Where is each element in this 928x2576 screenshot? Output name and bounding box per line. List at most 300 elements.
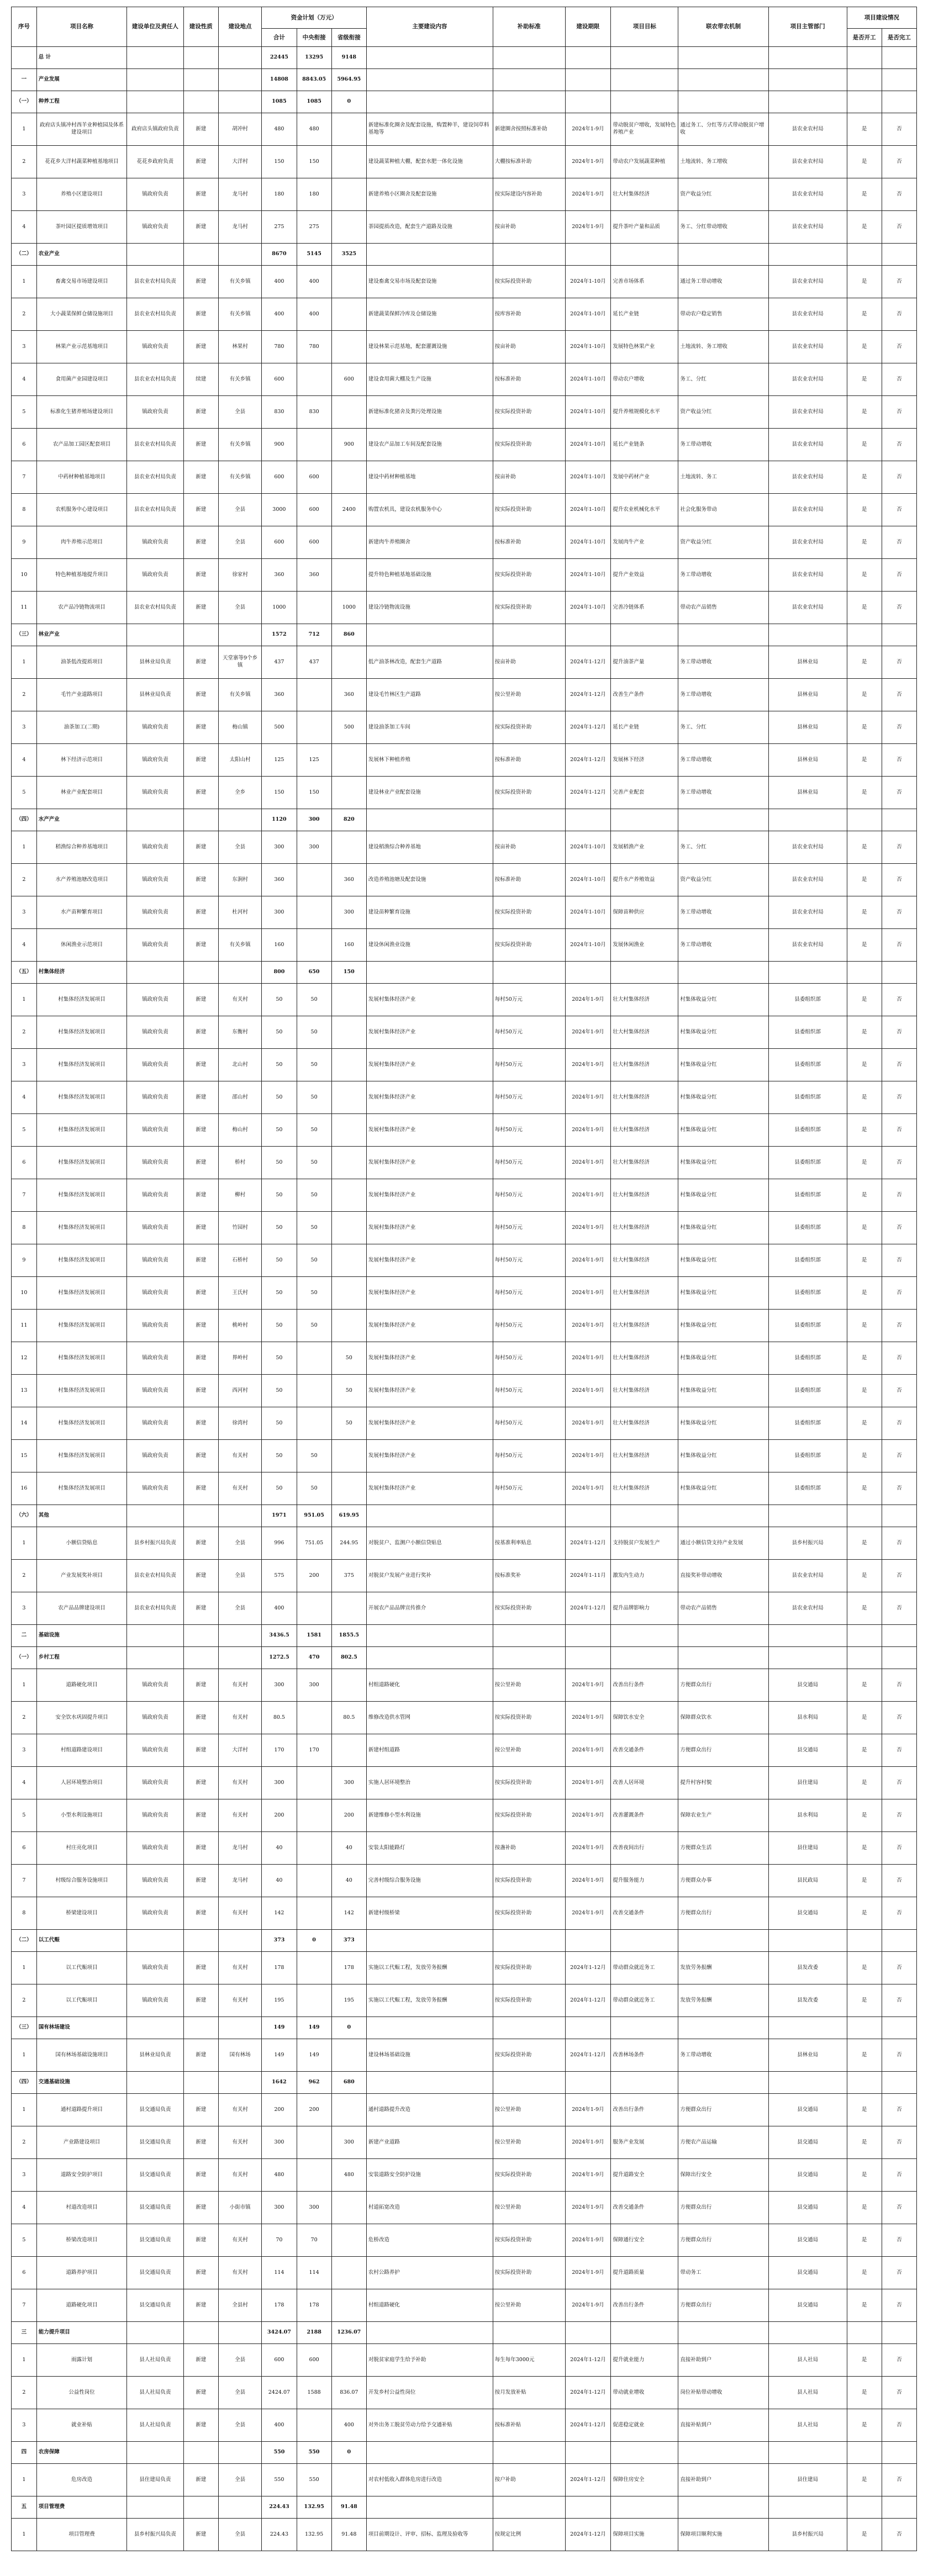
cell-seq: 1: [12, 2094, 37, 2126]
cell-total: 1971: [262, 1505, 297, 1527]
cell-nature: 新建: [183, 1734, 218, 1767]
cell-period: 2024年1-9月: [565, 1049, 611, 1081]
cell-nature: 新建: [183, 429, 218, 461]
cell-nature: 新建: [183, 2126, 218, 2159]
cell-not-started: 是: [847, 2519, 882, 2551]
col-standard: 补助标准: [493, 7, 565, 47]
cell-province: 40: [331, 1865, 366, 1897]
cell-unit: 县交通局负责: [127, 2257, 183, 2289]
cell-nature: 新建: [183, 559, 218, 592]
cell-province: 619.95: [331, 1505, 366, 1527]
cell-completed: 否: [882, 1179, 916, 1212]
cell-dept: [768, 2496, 847, 2519]
cell-name: 种养工程: [36, 91, 126, 113]
cell-period: 2024年1-9月: [565, 2257, 611, 2289]
cell-content: [366, 47, 493, 69]
cell-nature: 新建: [183, 1375, 218, 1407]
cell-not-started: 是: [847, 331, 882, 363]
cell-central: 830: [297, 396, 331, 429]
cell-seq: 1: [12, 2344, 37, 2377]
cell-location: 有关村: [218, 1702, 261, 1734]
cell-mechanism: [678, 624, 768, 646]
col-dept: 项目主管部门: [768, 7, 847, 47]
cell-dept: 县民政局: [768, 1865, 847, 1897]
cell-province: 375: [331, 1560, 366, 1592]
cell-content: 建设食用菌大棚及生产设施: [366, 363, 493, 396]
cell-total: 50: [262, 1049, 297, 1081]
cell-mechanism: [678, 2442, 768, 2464]
cell-central: 200: [297, 2094, 331, 2126]
cell-standard: 按月发放补贴: [493, 2377, 565, 2409]
cell-mechanism: 方便群众出行: [678, 2192, 768, 2224]
cell-content: 村组道路硬化: [366, 2289, 493, 2322]
cell-goal: [611, 244, 678, 266]
section-row: [12, 1625, 917, 1647]
cell-province: 50: [331, 1342, 366, 1375]
cell-unit: [127, 1647, 183, 1669]
table-row: [12, 777, 917, 809]
table-row: [12, 146, 917, 178]
cell-name: 标准化生猪养殖场建设项目: [36, 396, 126, 429]
cell-standard: [493, 69, 565, 91]
cell-period: 2024年1-9月: [565, 1440, 611, 1472]
table-row: [12, 864, 917, 896]
cell-name: 能力提升项目: [36, 2322, 126, 2344]
cell-province: [331, 1592, 366, 1625]
cell-goal: 壮大村集体经济: [611, 1016, 678, 1049]
cell-central: 1588: [297, 2377, 331, 2409]
cell-total: 22445: [262, 47, 297, 69]
cell-unit: 镇政府负责: [127, 1212, 183, 1244]
cell-central: [297, 1799, 331, 1832]
cell-completed: 否: [882, 1897, 916, 1930]
cell-not-started: 是: [847, 711, 882, 744]
cell-goal: 保障住房安全: [611, 2464, 678, 2496]
cell-nature: 新建: [183, 1212, 218, 1244]
cell-unit: 镇政府负责: [127, 1114, 183, 1147]
cell-goal: 激发内生动力: [611, 1560, 678, 1592]
cell-completed: [882, 244, 916, 266]
cell-goal: [611, 1647, 678, 1669]
cell-standard: 按标准补助: [493, 526, 565, 559]
cell-name: 村集体经济发展项目: [36, 1407, 126, 1440]
cell-standard: 按标准补助: [493, 744, 565, 777]
cell-province: 50: [331, 1407, 366, 1440]
cell-standard: [493, 91, 565, 113]
cell-central: 480: [297, 113, 331, 146]
cell-location: 有关村: [218, 2159, 261, 2192]
cell-name: 就业补贴: [36, 2409, 126, 2442]
cell-period: 2024年1-9月: [565, 1897, 611, 1930]
cell-total: 224.43: [262, 2519, 297, 2551]
cell-period: 2024年1-12月: [565, 777, 611, 809]
cell-province: [331, 298, 366, 331]
cell-location: 梅山村: [218, 1114, 261, 1147]
cell-seq: 7: [12, 2289, 37, 2322]
cell-location: [218, 69, 261, 91]
cell-not-started: [847, 624, 882, 646]
cell-name: 茶叶园区提质增效项目: [36, 211, 126, 244]
cell-location: 龙马村: [218, 1865, 261, 1897]
table-body: [12, 47, 917, 2551]
cell-location: 全县: [218, 831, 261, 864]
section-row: [12, 809, 917, 831]
cell-total: 149: [262, 2017, 297, 2039]
cell-completed: [882, 2072, 916, 2094]
cell-unit: 镇政府负责: [127, 1865, 183, 1897]
cell-completed: 否: [882, 1734, 916, 1767]
cell-seq: 1: [12, 831, 37, 864]
cell-period: 2024年1-12月: [565, 2519, 611, 2551]
cell-province: [331, 1244, 366, 1277]
cell-seq: 7: [12, 461, 37, 494]
cell-dept: 县委组织部: [768, 1440, 847, 1472]
cell-province: [331, 2224, 366, 2257]
cell-goal: 延长产业链: [611, 298, 678, 331]
cell-central: 70: [297, 2224, 331, 2257]
cell-goal: [611, 91, 678, 113]
cell-content: [366, 2496, 493, 2519]
cell-not-started: 是: [847, 1984, 882, 2017]
cell-seq: 1: [12, 646, 37, 679]
cell-not-started: [847, 91, 882, 113]
cell-location: 全县: [218, 2519, 261, 2551]
cell-dept: 县委组织部: [768, 1016, 847, 1049]
section-row: [12, 962, 917, 984]
cell-period: 2024年1-9月: [565, 1081, 611, 1114]
cell-name: 村道改造项目: [36, 2192, 126, 2224]
cell-standard: [493, 1647, 565, 1669]
cell-standard: 每村50万元: [493, 1179, 565, 1212]
cell-completed: 否: [882, 711, 916, 744]
cell-standard: 按实际投资补助: [493, 592, 565, 624]
cell-goal: 提升水产养殖效益: [611, 864, 678, 896]
table-row: [12, 266, 917, 298]
cell-standard: 每村50万元: [493, 1472, 565, 1505]
cell-not-started: 是: [847, 461, 882, 494]
col-completed: 是否完工: [882, 29, 916, 47]
cell-content: 购置农机具，建设农机服务中心: [366, 494, 493, 526]
cell-nature: 新建: [183, 461, 218, 494]
cell-total: 160: [262, 929, 297, 962]
cell-standard: 按标准补贴: [493, 2409, 565, 2442]
cell-completed: 否: [882, 2224, 916, 2257]
table-row: [12, 363, 917, 396]
cell-nature: 新建: [183, 1081, 218, 1114]
cell-goal: 带动群众就近务工: [611, 1952, 678, 1984]
col-not-started: 是否开工: [847, 29, 882, 47]
cell-period: [565, 962, 611, 984]
cell-unit: [127, 809, 183, 831]
cell-central: 50: [297, 1016, 331, 1049]
cell-content: 新建标准化圈舍及配套设施，购置种羊，建设饲草料基地等: [366, 113, 493, 146]
cell-nature: 新建: [183, 1527, 218, 1560]
cell-name: 花花乡大洋村蔬菜种植基地项目: [36, 146, 126, 178]
cell-province: [331, 2094, 366, 2126]
cell-total: 550: [262, 2442, 297, 2464]
table-row: [12, 331, 917, 363]
cell-period: [565, 624, 611, 646]
cell-not-started: 是: [847, 1310, 882, 1342]
cell-not-started: 是: [847, 1277, 882, 1310]
cell-seq: 8: [12, 1897, 37, 1930]
cell-location: 有关乡镇: [218, 298, 261, 331]
cell-total: 275: [262, 211, 297, 244]
cell-province: [331, 1212, 366, 1244]
cell-central: 50: [297, 1472, 331, 1505]
cell-goal: 提升就业能力: [611, 2344, 678, 2377]
cell-location: 有关乡镇: [218, 266, 261, 298]
cell-mechanism: 村集体收益分红: [678, 1179, 768, 1212]
cell-goal: 服务产业发展: [611, 2126, 678, 2159]
table-row: [12, 1799, 917, 1832]
cell-location: [218, 2017, 261, 2039]
cell-not-started: 是: [847, 2224, 882, 2257]
cell-unit: 镇政府负责: [127, 559, 183, 592]
cell-seq: 2: [12, 1016, 37, 1049]
cell-goal: 延长产业链条: [611, 429, 678, 461]
cell-standard: [493, 1625, 565, 1647]
cell-seq: 10: [12, 559, 37, 592]
cell-completed: [882, 1625, 916, 1647]
cell-province: 300: [331, 1767, 366, 1799]
cell-nature: 新建: [183, 2344, 218, 2377]
table-row: [12, 1114, 917, 1147]
cell-location: 北山村: [218, 1049, 261, 1081]
table-row: [12, 1734, 917, 1767]
cell-unit: 镇政府负责: [127, 1179, 183, 1212]
cell-dept: 县农业农村局: [768, 331, 847, 363]
cell-location: 有关村: [218, 2126, 261, 2159]
cell-location: [218, 1647, 261, 1669]
cell-not-started: [847, 2072, 882, 2094]
cell-central: 360: [297, 559, 331, 592]
cell-location: 有关村: [218, 2094, 261, 2126]
cell-completed: [882, 2442, 916, 2464]
cell-nature: 新建: [183, 211, 218, 244]
cell-central: [297, 1702, 331, 1734]
cell-location: 有关村: [218, 2224, 261, 2257]
cell-name: 村集体经济发展项目: [36, 1147, 126, 1179]
cell-central: [297, 2126, 331, 2159]
cell-seq: 3: [12, 331, 37, 363]
cell-dept: 县交通局: [768, 2159, 847, 2192]
cell-total: 224.43: [262, 2496, 297, 2519]
cell-dept: 县委组织部: [768, 1147, 847, 1179]
cell-central: 180: [297, 178, 331, 211]
cell-dept: 县农业农村局: [768, 494, 847, 526]
cell-name: 交通基础设施: [36, 2072, 126, 2094]
cell-content: 发展村集体经济产业: [366, 1179, 493, 1212]
cell-central: 400: [297, 266, 331, 298]
cell-goal: 壮大村集体经济: [611, 984, 678, 1016]
cell-period: 2024年1-10月: [565, 526, 611, 559]
cell-not-started: [847, 809, 882, 831]
cell-seq: 9: [12, 1244, 37, 1277]
cell-nature: [183, 2017, 218, 2039]
cell-period: [565, 2442, 611, 2464]
cell-seq: 5: [12, 2224, 37, 2257]
cell-mechanism: 村集体收益分红: [678, 1375, 768, 1407]
cell-standard: [493, 809, 565, 831]
cell-total: 40: [262, 1865, 297, 1897]
cell-goal: 保障项目实施: [611, 2519, 678, 2551]
cell-nature: 新建: [183, 1049, 218, 1081]
cell-not-started: 是: [847, 1832, 882, 1865]
cell-completed: 否: [882, 744, 916, 777]
cell-unit: 县乡村振兴局负责: [127, 2519, 183, 2551]
cell-name: 稻渔综合种养基地项目: [36, 831, 126, 864]
cell-completed: [882, 624, 916, 646]
cell-central: 5145: [297, 244, 331, 266]
cell-standard: 按实际建设内容补助: [493, 178, 565, 211]
cell-location: 国有林场: [218, 2039, 261, 2072]
cell-completed: [882, 2322, 916, 2344]
cell-unit: 镇政府负责: [127, 1767, 183, 1799]
cell-province: 802.5: [331, 1647, 366, 1669]
cell-unit: 县林业局负责: [127, 646, 183, 679]
cell-not-started: [847, 244, 882, 266]
cell-name: 村集体经济: [36, 962, 126, 984]
cell-period: [565, 244, 611, 266]
cell-mechanism: [678, 2072, 768, 2094]
cell-not-started: 是: [847, 2039, 882, 2072]
cell-period: 2024年1-9月: [565, 1244, 611, 1277]
cell-dept: [768, 1505, 847, 1527]
cell-nature: 新建: [183, 777, 218, 809]
cell-completed: 否: [882, 1342, 916, 1375]
table-header: [12, 7, 917, 47]
section-row: [12, 1647, 917, 1669]
cell-seq: 12: [12, 1342, 37, 1375]
cell-name: 水产苗种繁育项目: [36, 896, 126, 929]
cell-unit: 镇政府负责: [127, 1407, 183, 1440]
cell-central: [297, 2159, 331, 2192]
cell-content: 发展村集体经济产业: [366, 1244, 493, 1277]
cell-goal: [611, 1930, 678, 1952]
cell-goal: 促进稳定就业: [611, 2409, 678, 2442]
cell-dept: [768, 1625, 847, 1647]
cell-goal: 壮大村集体经济: [611, 1147, 678, 1179]
cell-name: 道路硬化项目: [36, 1669, 126, 1702]
cell-unit: 镇政府负责: [127, 896, 183, 929]
cell-location: 有关乡镇: [218, 679, 261, 711]
table-row: [12, 2257, 917, 2289]
cell-mechanism: 务工带动增收: [678, 896, 768, 929]
cell-standard: 按公里补助: [493, 2289, 565, 2322]
cell-seq: 3: [12, 711, 37, 744]
cell-name: 村集体经济发展项目: [36, 1244, 126, 1277]
cell-not-started: 是: [847, 1375, 882, 1407]
cell-not-started: 是: [847, 777, 882, 809]
cell-dept: 县交通局: [768, 1669, 847, 1702]
cell-nature: 新建: [183, 331, 218, 363]
cell-location: [218, 91, 261, 113]
cell-location: 有关村: [218, 1669, 261, 1702]
cell-total: 40: [262, 1832, 297, 1865]
cell-nature: 新建: [183, 146, 218, 178]
cell-mechanism: [678, 962, 768, 984]
cell-content: 新建产业道路: [366, 2126, 493, 2159]
cell-total: 780: [262, 331, 297, 363]
cell-central: 50: [297, 1244, 331, 1277]
cell-goal: 完善冷链体系: [611, 592, 678, 624]
cell-total: 8670: [262, 244, 297, 266]
cell-mechanism: [678, 1930, 768, 1952]
cell-name: 村集体经济发展项目: [36, 1375, 126, 1407]
cell-goal: 发展休闲渔业: [611, 929, 678, 962]
cell-total: 1085: [262, 91, 297, 113]
cell-seq: （一）: [12, 91, 37, 113]
cell-content: 建设农产品加工车间及配套设施: [366, 429, 493, 461]
cell-mechanism: 通过务工带动增收: [678, 266, 768, 298]
cell-mechanism: 务工、分红带动增收: [678, 211, 768, 244]
cell-total: 114: [262, 2257, 297, 2289]
cell-name: 村集体经济发展项目: [36, 1114, 126, 1147]
cell-total: 360: [262, 559, 297, 592]
table-row: [12, 1767, 917, 1799]
cell-not-started: 是: [847, 2344, 882, 2377]
col-mechanism: 联农带农机制: [678, 7, 768, 47]
cell-standard: 按实际投资补助: [493, 896, 565, 929]
cell-mechanism: 务工、分红: [678, 711, 768, 744]
cell-location: 界岭村: [218, 1342, 261, 1375]
cell-name: 乡村工程: [36, 1647, 126, 1669]
table-row: [12, 1375, 917, 1407]
cell-location: 太阳山村: [218, 744, 261, 777]
cell-central: 50: [297, 1212, 331, 1244]
cell-name: 雨露计划: [36, 2344, 126, 2377]
cell-province: [331, 2257, 366, 2289]
cell-nature: [183, 244, 218, 266]
cell-central: 437: [297, 646, 331, 679]
cell-central: 600: [297, 494, 331, 526]
cell-seq: 4: [12, 2192, 37, 2224]
cell-dept: 县住建局: [768, 1832, 847, 1865]
cell-completed: 否: [882, 363, 916, 396]
cell-content: 发展村集体经济产业: [366, 1407, 493, 1440]
cell-total: 300: [262, 2192, 297, 2224]
cell-location: 天堂寨等9个乡镇: [218, 646, 261, 679]
cell-nature: 新建: [183, 1560, 218, 1592]
cell-nature: 新建: [183, 744, 218, 777]
cell-unit: 镇政府负责: [127, 1375, 183, 1407]
col-status-group: 项目建设情况: [847, 7, 917, 29]
cell-nature: 新建: [183, 1669, 218, 1702]
cell-content: [366, 69, 493, 91]
cell-seq: 2: [12, 1984, 37, 2017]
cell-content: 建设休闲渔业设施: [366, 929, 493, 962]
cell-nature: 新建: [183, 2159, 218, 2192]
cell-unit: [127, 2017, 183, 2039]
cell-content: 安装太阳能路灯: [366, 1832, 493, 1865]
col-content: 主要建设内容: [366, 7, 493, 47]
cell-name: 村集体经济发展项目: [36, 984, 126, 1016]
cell-goal: 发展稻渔产业: [611, 831, 678, 864]
cell-province: 244.95: [331, 1527, 366, 1560]
cell-content: 发展村集体经济产业: [366, 1081, 493, 1114]
cell-standard: 每村50万元: [493, 1049, 565, 1081]
cell-completed: 否: [882, 831, 916, 864]
cell-nature: [183, 2072, 218, 2094]
cell-seq: 一: [12, 69, 37, 91]
cell-name: 特色种植基地提升项目: [36, 559, 126, 592]
cell-goal: 发展林下经济: [611, 744, 678, 777]
cell-location: 林果村: [218, 331, 261, 363]
table-row: [12, 1407, 917, 1440]
cell-goal: 带动脱贫户增收，发展特色养殖产业: [611, 113, 678, 146]
cell-province: 150: [331, 962, 366, 984]
